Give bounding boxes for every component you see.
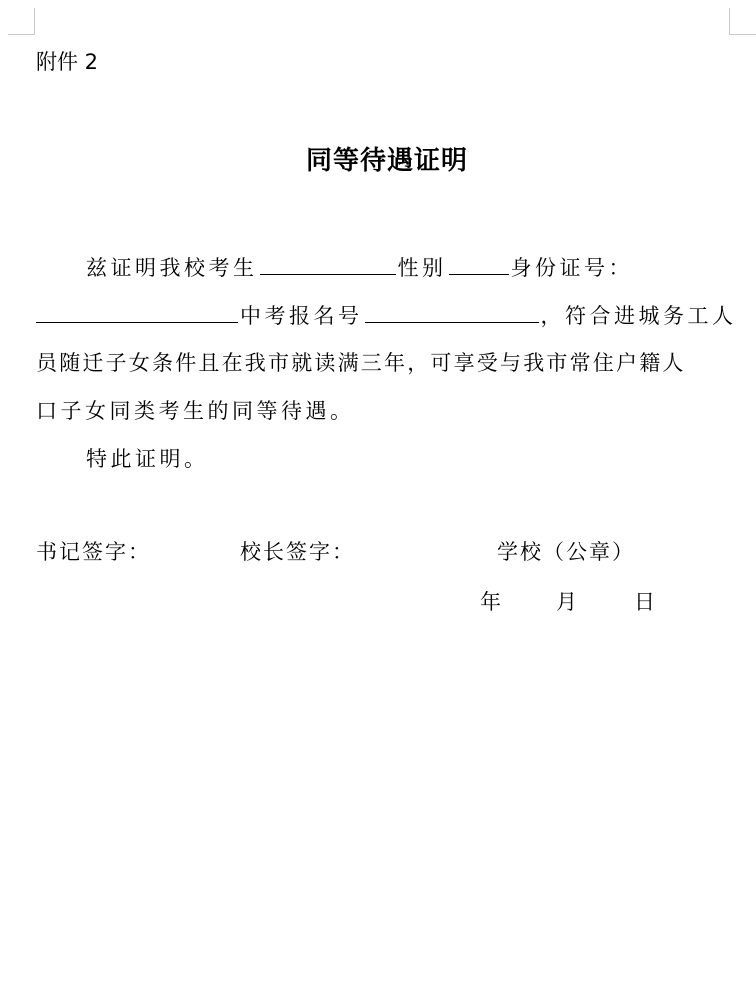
principal-signature-label: 校长签字： (240, 540, 355, 564)
body-line-5: 特此证明。 (86, 447, 209, 471)
exam-registration-label: 中考报名号 (240, 304, 363, 328)
gender-blank[interactable] (449, 252, 509, 275)
secretary-signature-label: 书记签字： (36, 540, 151, 564)
migrant-worker-text: ，符合进城务工人 (540, 304, 737, 328)
student-name-blank[interactable] (260, 252, 396, 275)
body-line-2 (36, 300, 737, 331)
crop-mark-top-right (729, 8, 756, 35)
gender-label: 性别 (397, 256, 447, 280)
body-line-3: 员随迁子女条件且在我市就读满三年，可享受与我市常住户籍人 (36, 351, 686, 375)
date-month-label: 月 (556, 590, 577, 614)
date-year-label: 年 (480, 590, 501, 614)
id-number-blank[interactable] (36, 300, 238, 323)
school-seal-label: 学校（公章） (497, 540, 635, 564)
document-title: 同等待遇证明 (305, 146, 468, 176)
id-number-label: 身份证号： (510, 256, 633, 280)
attachment-label: 附件 2 (36, 50, 99, 74)
body-line-4: 口子女同类考生的同等待遇。 (36, 399, 355, 423)
date-day-label: 日 (634, 590, 655, 614)
body-line-1 (86, 252, 633, 283)
crop-mark-top-left (8, 8, 35, 35)
certify-student-text: 兹证明我校考生 (86, 256, 258, 280)
exam-registration-blank[interactable] (365, 300, 539, 323)
